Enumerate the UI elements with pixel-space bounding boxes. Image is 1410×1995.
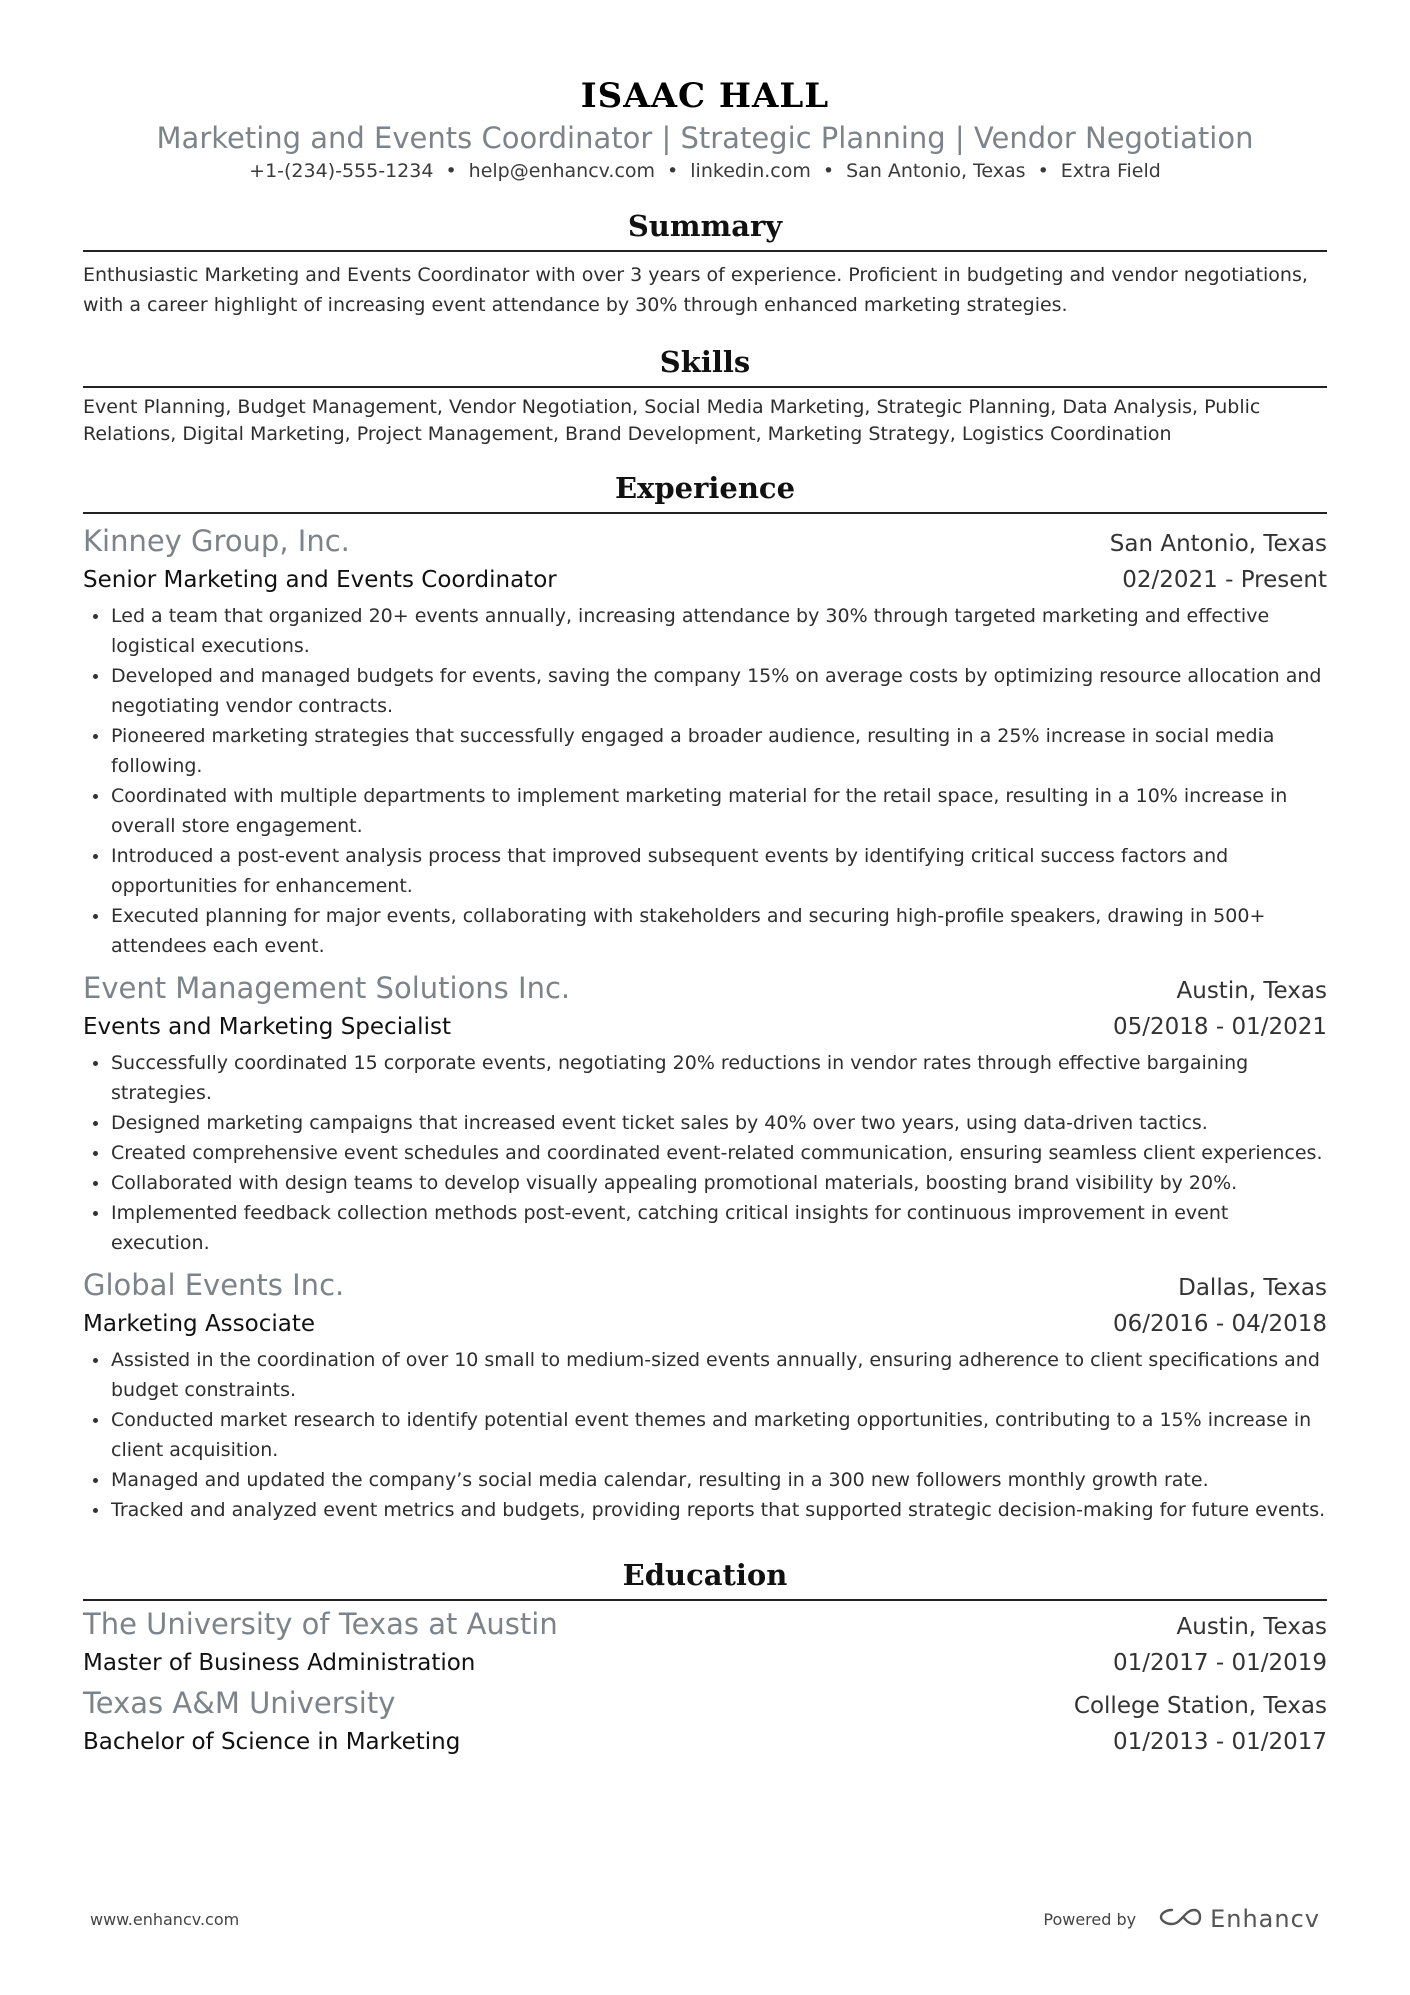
contact-line [0, 158, 1410, 184]
degree-name: Bachelor of Science in Marketing [83, 1729, 461, 1755]
education-entry [83, 1605, 1327, 1680]
achievement-list [83, 601, 1327, 961]
achievement-item: Conducted market research to identify potential event themes and marketing opportunities, contributing to a 15% increase in client acquisition. [83, 1405, 1327, 1465]
school-name: Texas A&M University [83, 1686, 396, 1720]
experience-entry [83, 1266, 1327, 1525]
achievement-item: Collaborated with design teams to develop visually appealing promotional materials, boosting brand visibility by 20%. [83, 1168, 1327, 1198]
education-section [83, 1555, 1327, 1759]
contact-extra-field: Extra Field [1060, 160, 1161, 182]
education-entry [83, 1684, 1327, 1759]
job-title: Marketing Associate [83, 1311, 316, 1337]
achievement-item: Pioneered marketing strategies that successfully engaged a broader audience, resulting in a 25% increase in social media following. [83, 721, 1327, 781]
footer-website-link[interactable]: www.enhancv.com [90, 1909, 240, 1929]
school-name: The University of Texas at Austin [83, 1607, 558, 1641]
experience-entry [83, 969, 1327, 1258]
achievement-item: Created comprehensive event schedules and coordinated event-related communication, ensuring seamless client experiences. [83, 1138, 1327, 1168]
summary-title: Summary [83, 206, 1327, 252]
candidate-headline: Marketing and Events Coordinator | Strategic Planning | Vendor Negotiation [156, 121, 1254, 155]
experience-entry [83, 522, 1327, 961]
achievement-list [83, 1345, 1327, 1525]
job-dates: 05/2018 - 01/2021 [1112, 1014, 1327, 1040]
contact-separator: • [445, 160, 457, 182]
experience-entry-subheader [83, 563, 1327, 597]
experience-entry-subheader [83, 1010, 1327, 1044]
education-entry-subheader [83, 1646, 1327, 1680]
company-name: Global Events Inc. [83, 1268, 345, 1302]
job-location: Dallas, Texas [1178, 1275, 1327, 1301]
experience-section [83, 468, 1327, 1525]
enhancv-brand-link[interactable] [1158, 1905, 1320, 1933]
school-location: Austin, Texas [1176, 1614, 1327, 1640]
degree-name: Master of Business Administration [83, 1650, 476, 1676]
contact-separator: • [1037, 160, 1049, 182]
enhancv-brand-name: Enhancv [1210, 1905, 1320, 1933]
education-title: Education [83, 1555, 1327, 1601]
achievement-item: Led a team that organized 20+ events annually, increasing attendance by 30% through targeted marketing and effective logistical executions. [83, 601, 1327, 661]
skills-section [83, 342, 1327, 448]
contact-email[interactable]: help@enhancv.com [468, 160, 656, 182]
achievement-item: Tracked and analyzed event metrics and budgets, providing reports that supported strategic decision-making for future events. [83, 1495, 1327, 1525]
achievement-item: Coordinated with multiple departments to implement marketing material for the retail space, resulting in a 10% increase in overall store engagement. [83, 781, 1327, 841]
job-dates: 02/2021 - Present [1122, 567, 1327, 593]
experience-entry-header [83, 522, 1327, 563]
experience-entry-header [83, 1266, 1327, 1307]
experience-title: Experience [83, 468, 1327, 514]
achievement-item: Executed planning for major events, collaborating with stakeholders and securing high-profile speakers, drawing in 500+ attendees each event. [83, 901, 1327, 961]
job-location: San Antonio, Texas [1109, 531, 1327, 557]
resume-header [0, 0, 1410, 184]
achievement-item: Designed marketing campaigns that increased event ticket sales by 40% over two years, using data-driven tactics. [83, 1108, 1327, 1138]
education-dates: 01/2013 - 01/2017 [1112, 1729, 1327, 1755]
candidate-name: ISAAC HALL [580, 76, 830, 116]
achievement-item: Managed and updated the company’s social media calendar, resulting in a 300 new followers monthly growth rate. [83, 1465, 1327, 1495]
contact-phone: +1-(234)-555-1234 [249, 160, 434, 182]
experience-entry-subheader [83, 1307, 1327, 1341]
skills-text: Event Planning, Budget Management, Vendor Negotiation, Social Media Marketing, Strategic Planning, Data Analysis, Public Relations, Digital Marketing, Project Management, Brand Development, Marketing Strategy, Logistics Coordination [83, 396, 1261, 445]
achievement-item: Developed and managed budgets for events, saving the company 15% on average costs by optimizing resource allocation and negotiating vendor contracts. [83, 661, 1327, 721]
education-dates: 01/2017 - 01/2019 [1112, 1650, 1327, 1676]
enhancv-logo-icon [1158, 1905, 1202, 1933]
job-title: Senior Marketing and Events Coordinator [83, 567, 557, 593]
achievement-item: Successfully coordinated 15 corporate events, negotiating 20% reductions in vendor rates through effective bargaining strategies. [83, 1048, 1327, 1108]
job-dates: 06/2016 - 04/2018 [1112, 1311, 1327, 1337]
education-entry-header [83, 1684, 1327, 1725]
job-title: Events and Marketing Specialist [83, 1014, 451, 1040]
job-location: Austin, Texas [1176, 978, 1327, 1004]
page-footer [90, 1905, 1320, 1933]
contact-location: San Antonio, Texas [846, 160, 1026, 182]
summary-section [83, 206, 1327, 320]
achievement-item: Implemented feedback collection methods post-event, catching critical insights for continuous improvement in event execution. [83, 1198, 1327, 1258]
company-name: Kinney Group, Inc. [83, 524, 350, 558]
summary-text: Enthusiastic Marketing and Events Coordinator with over 3 years of experience. Proficient in budgeting and vendor negotiations, with a career highlight of increasing event attendance by 30% through enhanced marketing strategies. [83, 264, 1308, 316]
achievement-item: Assisted in the coordination of over 10 small to medium-sized events annually, ensuring adherence to client specifications and budget constraints. [83, 1345, 1327, 1405]
contact-linkedin[interactable]: linkedin.com [690, 160, 811, 182]
contact-separator: • [822, 160, 835, 182]
contact-separator: • [667, 160, 679, 182]
education-entry-subheader [83, 1725, 1327, 1759]
achievement-item: Introduced a post-event analysis process that improved subsequent events by identifying critical success factors and opportunities for enhancement. [83, 841, 1327, 901]
experience-entry-header [83, 969, 1327, 1010]
skills-title: Skills [83, 342, 1327, 388]
powered-by [1043, 1905, 1320, 1933]
school-location: College Station, Texas [1073, 1693, 1327, 1719]
company-name: Event Management Solutions Inc. [83, 971, 571, 1005]
powered-by-label: Powered by [1043, 1909, 1137, 1929]
achievement-list [83, 1048, 1327, 1258]
education-entry-header [83, 1605, 1327, 1646]
